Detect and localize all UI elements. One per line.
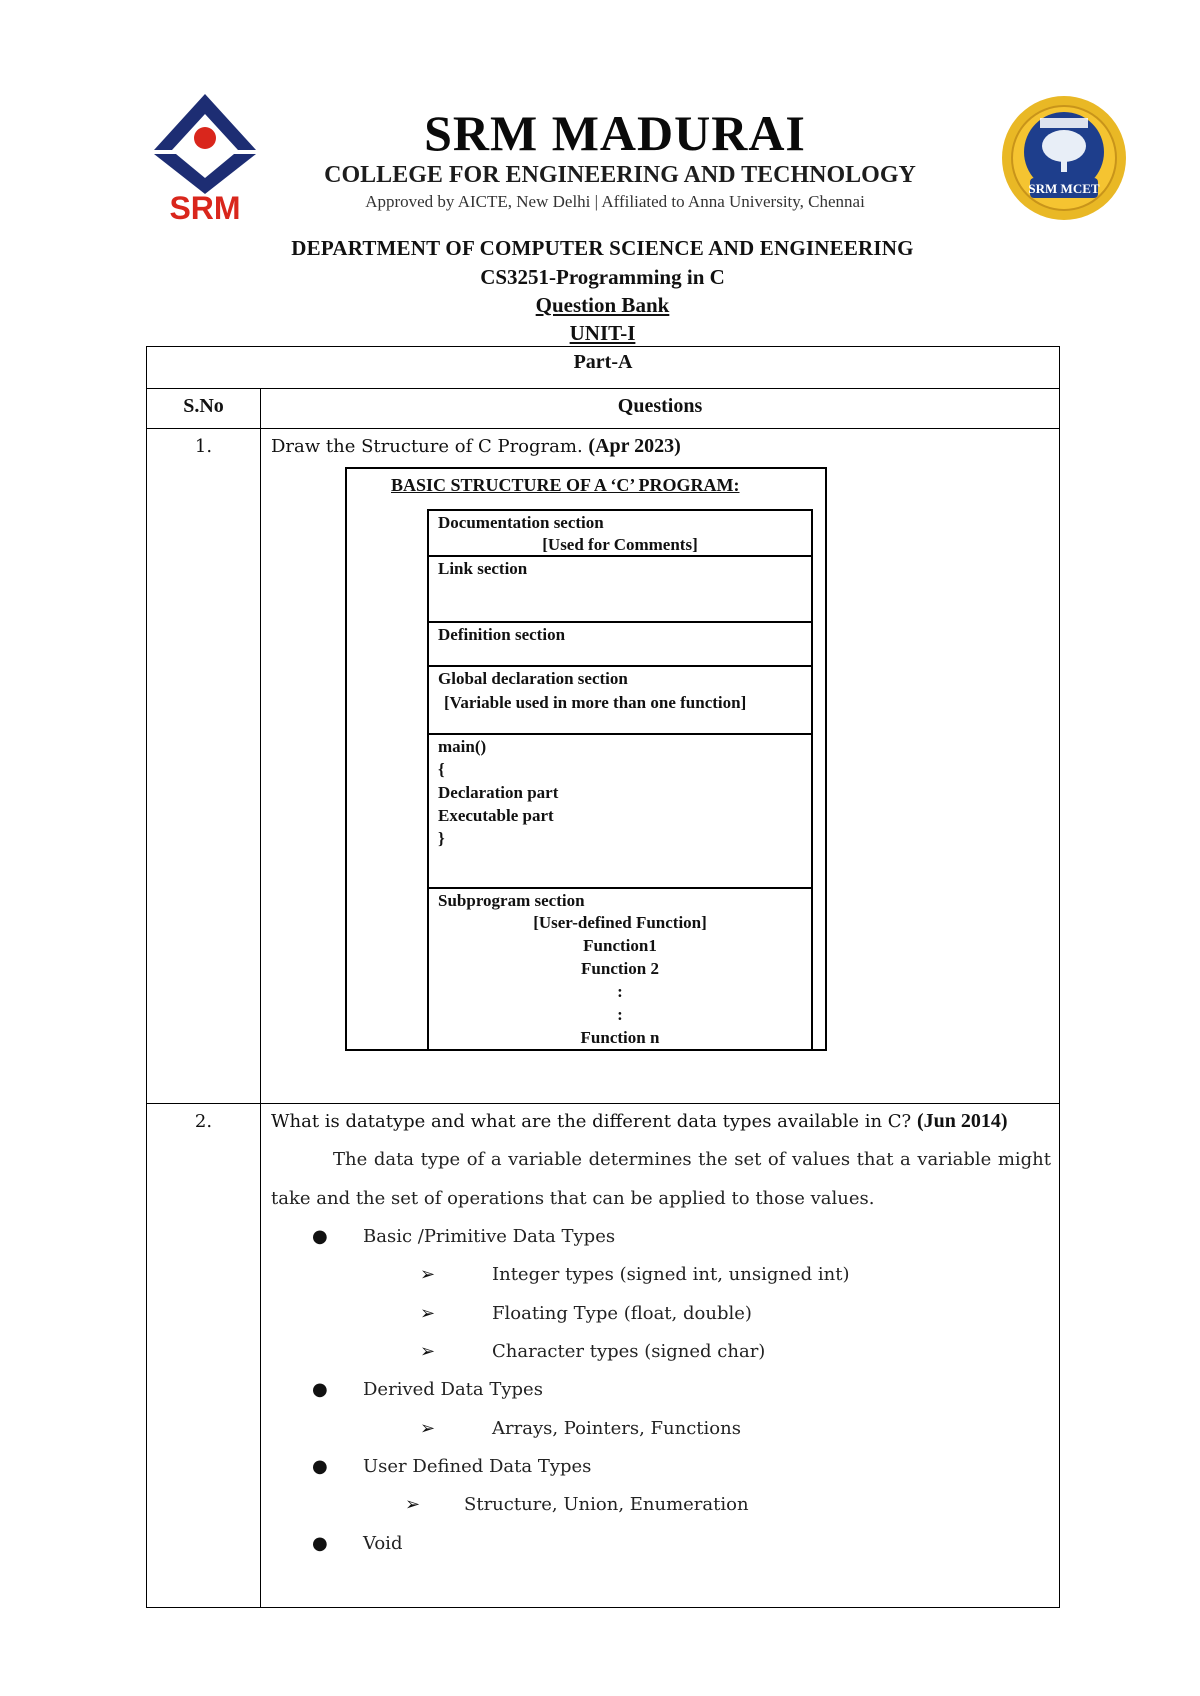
table-divider (147, 1103, 1059, 1104)
table-divider (147, 388, 1059, 389)
section-note: [Variable used in more than one function] (444, 693, 747, 712)
question-tag: (Jun 2014) (916, 1110, 1008, 1132)
section-note: [Used for Comments] (542, 535, 698, 554)
department-heading: DEPARTMENT OF COMPUTER SCIENCE AND ENGINEERING (291, 236, 914, 260)
arrow-bullet-icon: ➢ (420, 1303, 436, 1324)
row-number: 1. (194, 436, 213, 457)
sub-list-item: Integer types (signed int, unsigned int) (492, 1264, 850, 1285)
mcet-logo-text: SRM MCET (1028, 181, 1100, 196)
answer-paragraph-line: The data type of a variable determines the set of values that a variable might (333, 1149, 1051, 1170)
list-item: Basic /Primitive Data Types (363, 1226, 616, 1247)
college-approval: Approved by AICTE, New Delhi | Affiliated to Anna University, Chennai (365, 192, 865, 211)
question-label: Draw the Structure of C Program. (271, 436, 583, 457)
sub-list-item: Arrays, Pointers, Functions (492, 1418, 741, 1439)
list-item: Void (363, 1533, 403, 1554)
global-declaration-section-box (427, 665, 813, 735)
college-title: SRM MADURAI (424, 105, 806, 161)
section-label: Definition section (438, 625, 566, 644)
srm-logo-text: SRM (169, 190, 241, 222)
declaration-part-label: Declaration part (438, 783, 559, 802)
question-text (271, 1110, 1008, 1133)
column-divider (260, 388, 261, 1607)
document-type: Question Bank (535, 293, 670, 317)
unit-heading: UNIT-I (569, 321, 636, 345)
main-label: main() (438, 737, 487, 756)
bullet-icon: ● (312, 1456, 328, 1477)
c-program-structure-diagram (345, 467, 827, 1051)
questions-column-header: Questions (617, 395, 703, 417)
answer-paragraph-line: take and the set of operations that can be applied to those values. (271, 1188, 875, 1209)
ellipsis-mark: : (617, 982, 623, 1001)
bullet-icon: ● (312, 1379, 328, 1400)
subprogram-section-box (427, 887, 813, 1051)
section-label: Global declaration section (438, 669, 628, 688)
mcet-emblem-logo (1000, 94, 1128, 222)
table-divider (147, 428, 1059, 429)
arrow-bullet-icon: ➢ (405, 1494, 421, 1515)
close-brace: } (438, 829, 445, 848)
college-subtitle: COLLEGE FOR ENGINEERING AND TECHNOLOGY (324, 162, 916, 188)
sub-list-item: Floating Type (float, double) (492, 1303, 752, 1324)
section-label: Link section (438, 559, 528, 578)
question-label: What is datatype and what are the different data types available in C? (271, 1111, 912, 1132)
section-label: Subprogram section (438, 891, 585, 910)
sub-list-item: Character types (signed char) (492, 1341, 766, 1362)
diagram-title: BASIC STRUCTURE OF A ‘C’ PROGRAM: (391, 475, 740, 495)
executable-part-label: Executable part (438, 806, 554, 825)
open-brace: { (438, 760, 445, 779)
list-item: User Defined Data Types (363, 1456, 592, 1477)
arrow-bullet-icon: ➢ (420, 1418, 436, 1439)
arrow-bullet-icon: ➢ (420, 1264, 436, 1285)
link-section-box (427, 555, 813, 623)
section-note: [User-defined Function] (533, 913, 707, 932)
bullet-icon: ● (312, 1226, 328, 1247)
section-label: Documentation section (438, 513, 604, 532)
srm-logo (150, 92, 260, 222)
bullet-icon: ● (312, 1533, 328, 1554)
list-item: Derived Data Types (363, 1379, 543, 1400)
function-n-label: Function n (580, 1028, 660, 1047)
question-table (146, 346, 1060, 1608)
sub-list-item: Structure, Union, Enumeration (464, 1494, 749, 1515)
ellipsis-mark: : (617, 1005, 623, 1024)
definition-section-box (427, 621, 813, 667)
course-title: CS3251-Programming in C (480, 265, 725, 289)
function-2-label: Function 2 (581, 959, 659, 978)
main-section-box (427, 733, 813, 889)
row-number: 2. (194, 1111, 213, 1132)
arrow-bullet-icon: ➢ (420, 1341, 436, 1362)
question-tag: (Apr 2023) (588, 435, 681, 457)
part-heading: Part-A (573, 351, 633, 373)
documentation-section-box (427, 509, 813, 557)
function-1-label: Function1 (583, 936, 657, 955)
question-text (271, 435, 681, 458)
sno-column-header: S.No (183, 395, 224, 417)
